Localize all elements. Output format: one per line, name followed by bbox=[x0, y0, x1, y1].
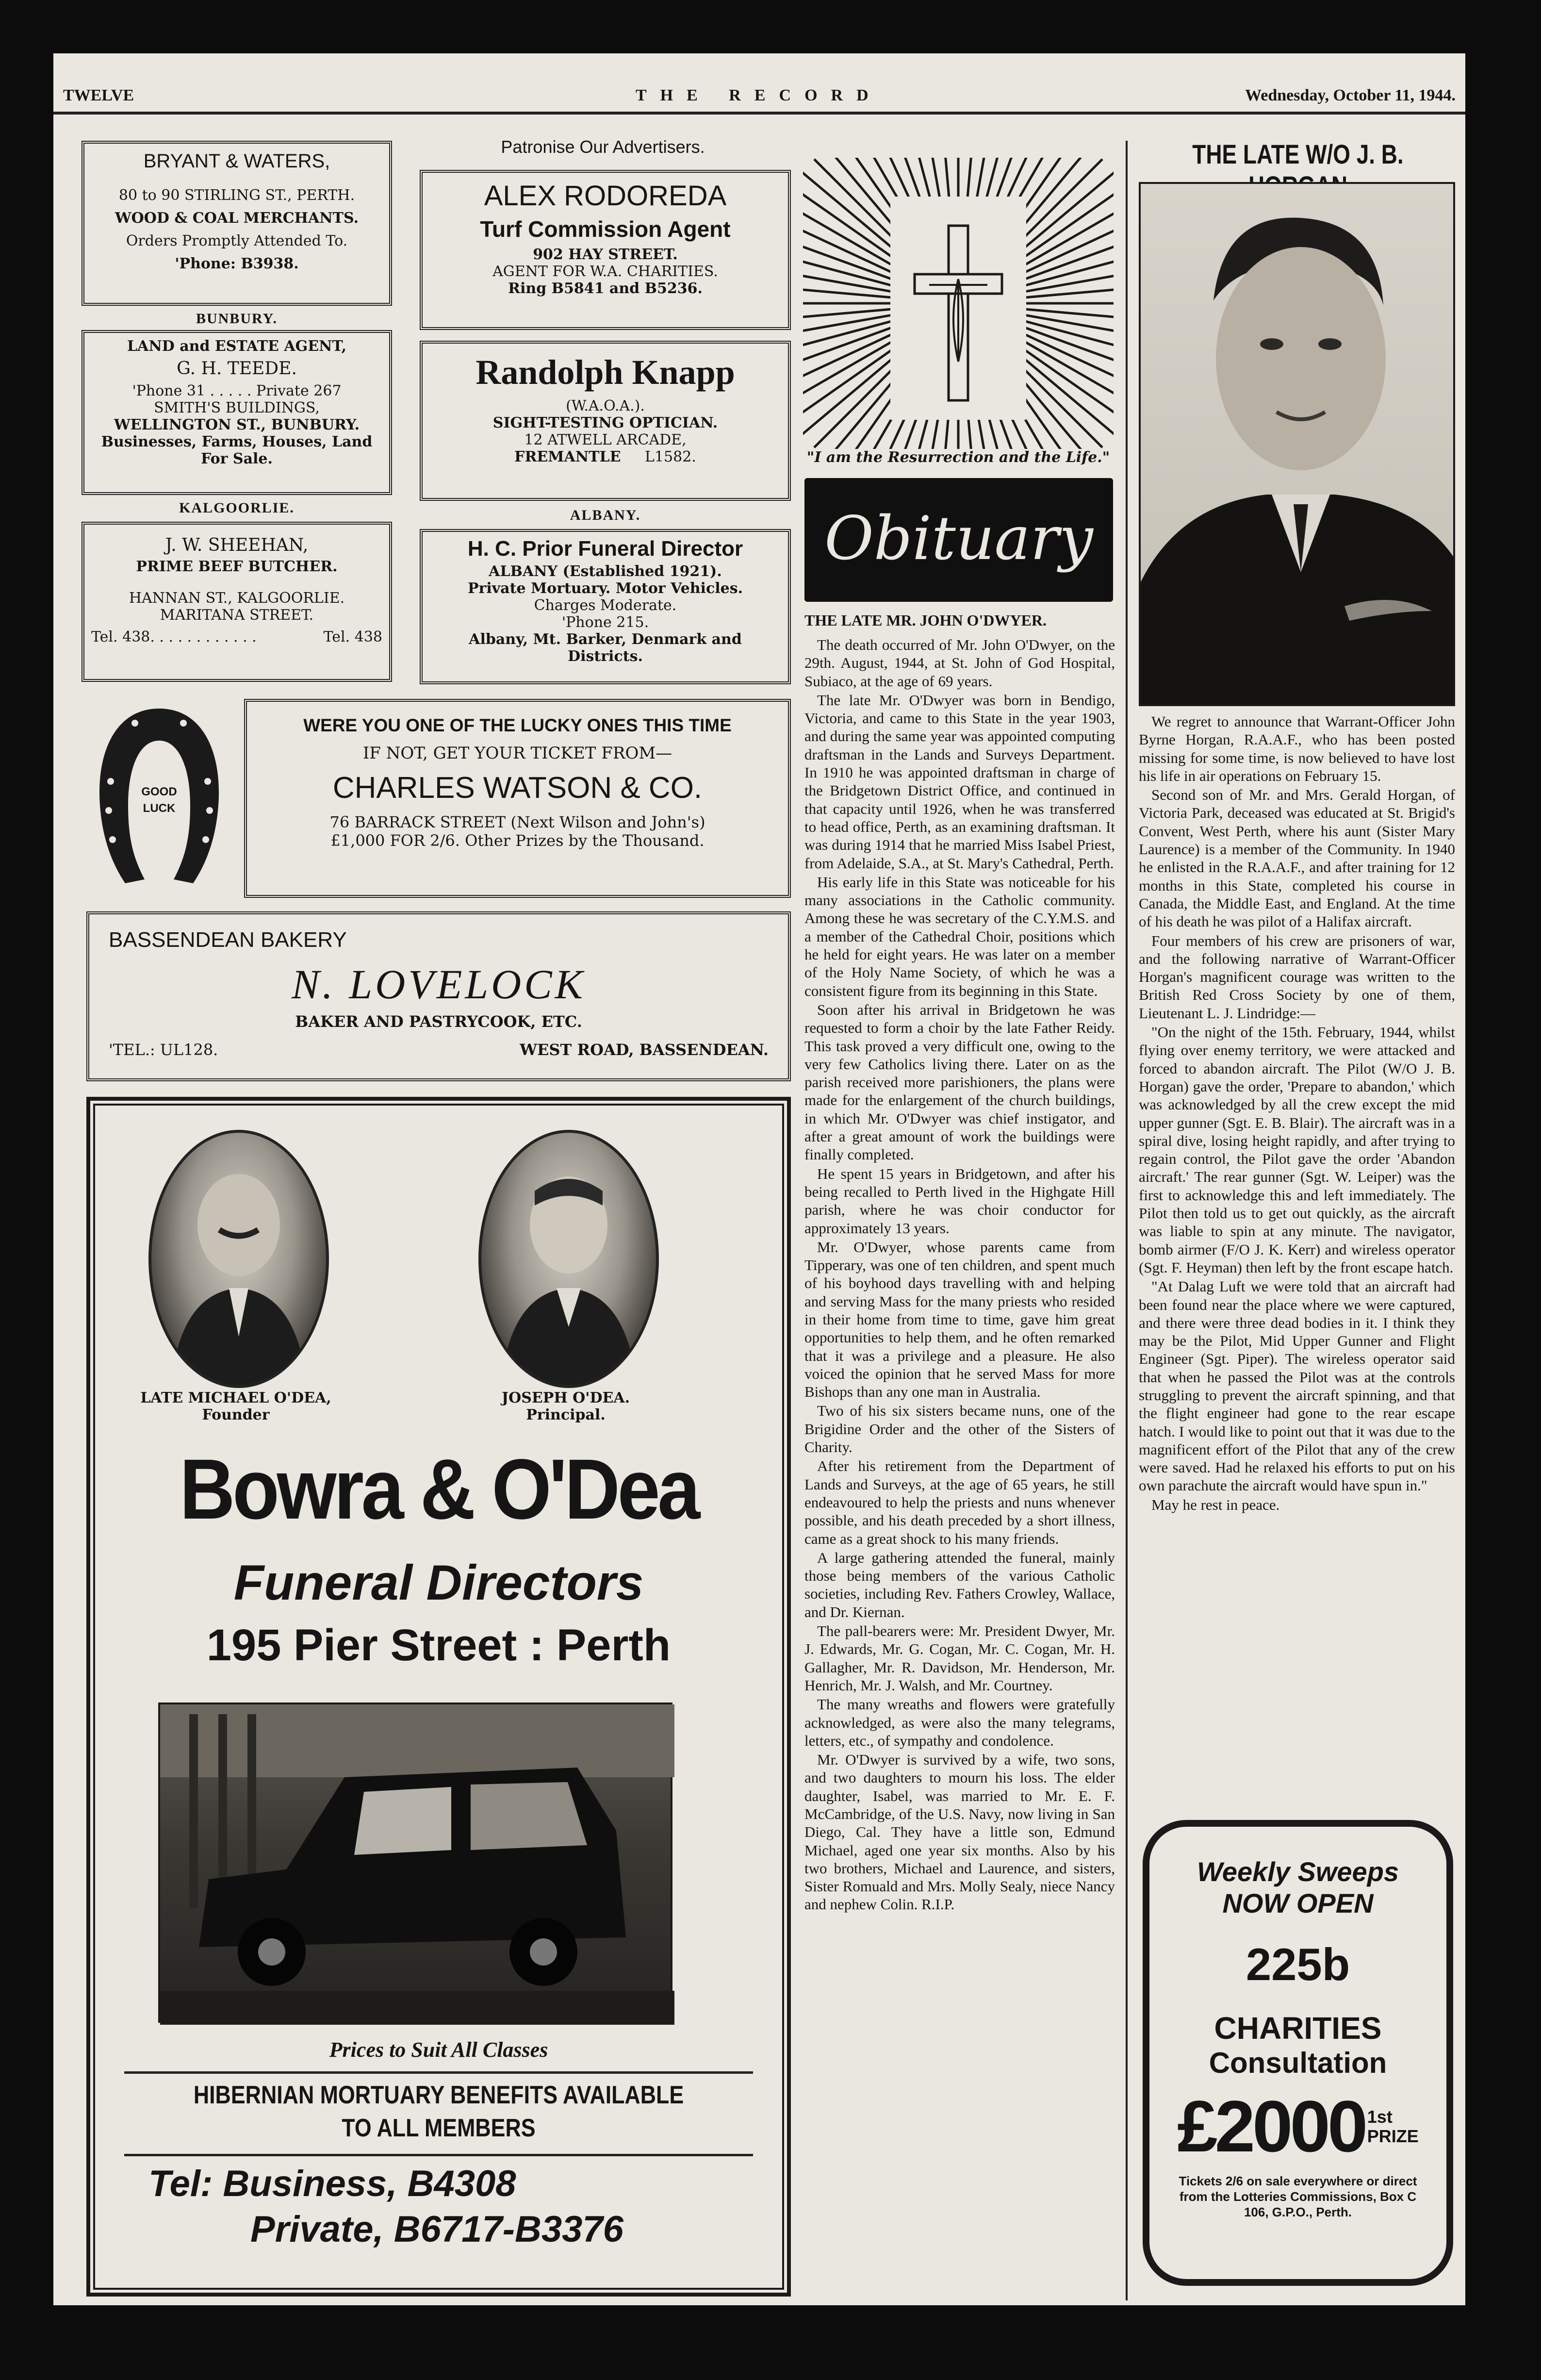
ad-rodoreda-phone: Ring B5841 and B5236. bbox=[508, 280, 703, 297]
ad-bryant-waters bbox=[82, 141, 392, 306]
bowra-hibernian bbox=[139, 2079, 738, 2145]
divider bbox=[124, 2154, 753, 2156]
caption-michael-role: Founder bbox=[202, 1406, 270, 1423]
sweeps-consultation: Consultation bbox=[1209, 2047, 1387, 2079]
ad-sheehan-tel-row bbox=[84, 628, 389, 645]
obit-odwyer-paragraph: Mr. O'Dwyer, whose parents came from Tipperary, was one of ten children, and spent much of his boyhood days travelling with and helping and serving Mass for the many priests who resided in their home from time to time, gave him great opportunities to help them, and he often remarked that it was a privilege and a pleasure. He also voiced the opinion that he served Mass for more Bishops than any one man in Australia. bbox=[804, 1238, 1115, 1401]
ad-lovelock-name: N. LOVELOCK bbox=[291, 961, 586, 1008]
ad-bryant-phone: 'Phone: B3938. bbox=[175, 255, 299, 272]
ad-prior-name: H. C. Prior Funeral Director bbox=[467, 537, 743, 561]
bowra-hibernian-line1: HIBERNIAN MORTUARY BENEFITS AVAILABLE bbox=[193, 2081, 684, 2109]
obit-odwyer-paragraph: The death occurred of Mr. John O'Dwyer, on the 29th. August, 1944, at St. John of God Hospital, Subiaco, at the age of 69 years. bbox=[804, 636, 1115, 690]
sweeps-prize-amount: £2000 bbox=[1177, 2085, 1365, 2167]
ad-prior-line: Districts. bbox=[568, 648, 643, 665]
ad-bryant-address: 80 to 90 STIRLING ST., PERTH. bbox=[118, 187, 355, 204]
caption-joseph-name: JOSEPH O'DEA. bbox=[501, 1389, 630, 1406]
caption-joseph bbox=[440, 1389, 692, 1423]
ad-lovelock bbox=[86, 911, 791, 1081]
obit-horgan-paragraph: Second son of Mr. and Mrs. Gerald Horgan, of Victoria Park, deceased was educated at St. Brigid's Convent, West Perth, where his aunt (Sister Mary Laurence) is a member of the Community. In 1940 he enlisted in the R.A.A.F., and after training for 12 months in this State, completed his course in Canada, the Middle East, and England. At the time of his death he was pilot of a Halifax aircraft. bbox=[1139, 786, 1455, 930]
ad-watson-line: IF NOT, GET YOUR TICKET FROM— bbox=[362, 744, 672, 763]
obit-odwyer-paragraph: The pall-bearers were: Mr. President Dwyer, Mr. J. Edwards, Mr. G. Cogan, Mr. C. Cogan, Mr. H. Gallagher, Mr. R. Davidson, Mr. Henderson, Mr. Henrich, Mr. J. Walsh, and Mr. Courtney. bbox=[804, 1622, 1115, 1694]
sweeps-prize-label bbox=[1367, 2107, 1419, 2146]
caption-michael-name: LATE MICHAEL O'DEA, bbox=[140, 1389, 331, 1406]
obit-odwyer-paragraph: A large gathering attended the funeral, mainly those being members of the various Catholic societies, including Rev. Fathers Crowley, Wallace, and Dr. Kiernan. bbox=[804, 1549, 1115, 1620]
ad-lovelock-bottom-row bbox=[109, 1041, 769, 1059]
ad-prior-line: Albany, Mt. Barker, Denmark and bbox=[469, 631, 742, 648]
ad-watson-address: 76 BARRACK STREET (Next Wilson and John's) bbox=[329, 813, 705, 831]
obit-odwyer-paragraph: Mr. O'Dwyer is survived by a wife, two sons, and two daughters to mourn his loss. The elder daughter, Isabel, was married to Mr. E. F. McCambridge, of the U.S. Navy, now living in San Diego, Cal. They have a little son, Edmund Michael, aged one year six months. Also by his two brothers, Michael and Laurence, and sisters, Sister Romuald and Mrs. Molly Sealy, niece Nancy and nephew Colin. R.I.P. bbox=[804, 1751, 1115, 1913]
obituary-title-banner bbox=[804, 478, 1113, 602]
ad-charles-watson bbox=[82, 699, 791, 900]
ad-prior-phone: 'Phone 215. bbox=[561, 614, 649, 631]
portrait-joseph-odea bbox=[478, 1130, 659, 1388]
obituary-title: Obituary bbox=[824, 504, 1093, 574]
ad-rodoreda-address: 902 HAY STREET. bbox=[533, 246, 678, 263]
horgan-photo bbox=[1139, 182, 1455, 706]
ad-teede-name: G. H. TEEDE. bbox=[177, 359, 297, 379]
page-header bbox=[53, 83, 1465, 115]
ad-watson-panel bbox=[244, 699, 791, 898]
ad-lovelock-line: BASSENDEAN BAKERY bbox=[109, 928, 347, 952]
masthead: THE RECORD bbox=[636, 86, 882, 104]
ad-teede-address: WELLINGTON ST., BUNBURY. bbox=[114, 416, 360, 433]
obit-odwyer-paragraph: Two of his six sisters became nuns, one of the Brigidine Order and the other of the Sisters of Charity. bbox=[804, 1402, 1115, 1456]
ad-prior-line: ALBANY (Established 1921). bbox=[489, 563, 722, 580]
page-number: TWELVE bbox=[63, 86, 134, 104]
horseshoe-text bbox=[130, 784, 188, 817]
ad-prior-line: Private Mortuary. Motor Vehicles. bbox=[467, 580, 743, 597]
ad-bryant-orders: Orders Promptly Attended To. bbox=[126, 232, 348, 249]
obit-odwyer-body bbox=[804, 636, 1115, 1915]
obit-horgan-paragraph: May he rest in peace. bbox=[1151, 1496, 1280, 1513]
ad-knapp-city: FREMANTLE bbox=[514, 448, 621, 465]
ad-knapp-phone: L1582. bbox=[645, 448, 696, 465]
ad-sheehan-name: J. W. SHEEHAN, bbox=[165, 535, 309, 555]
sweeps-prize-row bbox=[1149, 2084, 1446, 2168]
ad-knapp-trade: SIGHT-TESTING OPTICIAN. bbox=[492, 414, 718, 431]
sweeps-charities: CHARITIES bbox=[1214, 2011, 1382, 2046]
ad-sheehan-tel: Tel. 438. . . . . . . . . . . . bbox=[91, 628, 257, 645]
sweeps-prize-word: PRIZE bbox=[1367, 2126, 1419, 2146]
obit-odwyer-paragraph: Soon after his arrival in Bridgetown he was requested to form a choir by the late Father Reidy. This task proved a very difficult one, owing to the very few Catholics living there. Later on as the parish received more parishioners, the plans were made for the enlargement of the church buildings, in which Mr. O'Dwyer was chief instigator, and after a great amount of work the buildings were finally completed. bbox=[804, 1001, 1115, 1163]
bowra-prices: Prices to Suit All Classes bbox=[329, 2038, 548, 2062]
caption-joseph-role: Principal. bbox=[526, 1406, 606, 1423]
ad-rodoreda-name: ALEX RODOREDA bbox=[484, 180, 727, 212]
ad-sheehan-trade: PRIME BEEF BUTCHER. bbox=[136, 558, 338, 575]
obit-odwyer-paragraph: The many wreaths and flowers were gratefully acknowledged, as were also the many telegrams, letters, etc., of sympathy and condolence. bbox=[804, 1696, 1115, 1749]
ad-bowra-odea bbox=[86, 1097, 791, 2297]
sweeps-open: NOW OPEN bbox=[1222, 1888, 1374, 1918]
ad-lovelock-tel: 'TEL.: UL128. bbox=[109, 1041, 218, 1059]
issue-date: Wednesday, October 11, 1944. bbox=[1245, 86, 1456, 104]
obituary-quote: "I am the Resurrection and the Life." bbox=[806, 449, 1110, 466]
ad-rodoreda-agent: AGENT FOR W.A. CHARITIES. bbox=[492, 263, 718, 280]
patronise-banner: Patronise Our Advertisers. bbox=[501, 137, 705, 157]
ad-sheehan-tel: Tel. 438 bbox=[323, 628, 382, 645]
obit-odwyer-heading: THE LATE MR. JOHN O'DWYER. bbox=[804, 612, 1047, 629]
bowra-address: 195 Pier Street : Perth bbox=[206, 1620, 671, 1670]
ad-rodoreda-title: Turf Commission Agent bbox=[480, 216, 731, 242]
ad-watson-line: WERE YOU ONE OF THE LUCKY ONES THIS TIME bbox=[303, 715, 732, 735]
ad-knapp-name: Randolph Knapp bbox=[475, 353, 735, 392]
sweeps-prize-first: 1st bbox=[1367, 2106, 1393, 2127]
sweeps-tickets: Tickets 2/6 on sale everywhere or direct from the Lotteries Commissions, Box C 106, G.P.O., Perth. bbox=[1179, 2174, 1417, 2219]
ad-knapp-address: 12 ATWELL ARCADE, bbox=[524, 431, 687, 448]
obit-horgan-heading: THE LATE W/O J. B. bbox=[1192, 139, 1404, 169]
obit-horgan-paragraph: Four members of his crew are prisoners of war, and the following narrative of Warrant-Officer Horgan's magnificent courage was written to the British Red Cross Society by one of them, Lieutenant L. J. Lindridge:— bbox=[1139, 932, 1455, 1022]
newspaper-page bbox=[53, 53, 1465, 2305]
obit-odwyer-paragraph: His early life in this State was noticeable for his many associations in the Catholic community. Among these he was secretary of the C.Y.M.S. and a member of the Cathedral Choir, positions which he held for eight years. He was later on a member of the Holy Name Society, of which he was a consistent figure from its beginning in this State. bbox=[804, 873, 1115, 999]
ad-bryant-name: BRYANT & WATERS, bbox=[143, 150, 330, 172]
bowra-subtitle: Funeral Directors bbox=[233, 1555, 644, 1610]
caption-michael bbox=[110, 1389, 362, 1423]
ad-watson-prize: £1,000 FOR 2/6. Other Prizes by the Thousand. bbox=[330, 831, 705, 850]
bowra-hibernian-line2: TO ALL MEMBERS bbox=[342, 2114, 536, 2142]
obituary-cross-emblem bbox=[803, 158, 1114, 449]
ad-knapp-line: (W.A.O.A.). bbox=[566, 397, 645, 414]
ad-lovelock-trade: BAKER AND PASTRYCOOK, ETC. bbox=[295, 1012, 582, 1031]
ad-prior bbox=[420, 529, 791, 684]
ad-teede-phone: 'Phone 31 . . . . . Private 267 bbox=[132, 382, 342, 399]
ad-teede bbox=[82, 330, 392, 495]
ad-lovelock-address: WEST ROAD, BASSENDEAN. bbox=[520, 1041, 769, 1059]
bowra-tel-private: Private, B6717-B3376 bbox=[250, 2209, 623, 2250]
label-albany: ALBANY. bbox=[570, 507, 641, 523]
obit-horgan-paragraph: "At Dalag Luft we were told that an aircraft had been found near the place where we were captured, and there were three dead bodies in it. I think they may be the Pilot, Mid Upper Gunner and Flight Engineer (Sgt. Piper). The wireless operator said that when he passed the Pilot was at the controls struggling to prevent the aircraft spinning, and that the flight engineer had gone to the rear escape hatch. I would like to point out that it was due to the magnificent effort of the Pilot that any of the crew were saved. Had he relaxed his efforts to put on his own parachute the aircraft would have spun in." bbox=[1139, 1278, 1455, 1494]
obit-odwyer-paragraph: After his retirement from the Department of Lands and Surveys, at the age of 65 years, he still endeavoured to help the priests and nuns whenever possible, and his death preceded by a short illness, came as a great shock to his many friends. bbox=[804, 1457, 1115, 1547]
ad-sheehan-address: HANNAN ST., KALGOORLIE. bbox=[129, 590, 345, 607]
label-bunbury: BUNBURY. bbox=[196, 311, 278, 327]
ad-teede-line: Businesses, Farms, Houses, Land bbox=[101, 433, 373, 450]
bowra-name: Bowra & O'Dea bbox=[180, 1442, 698, 1537]
ad-teede-line: SMITH'S BUILDINGS, bbox=[154, 399, 320, 416]
ad-rodoreda bbox=[420, 170, 791, 330]
ad-teede-line: LAND and ESTATE AGENT, bbox=[127, 338, 347, 355]
horseshoe-text-luck: LUCK bbox=[143, 802, 176, 815]
sweeps-title: Weekly Sweeps bbox=[1197, 1856, 1399, 1887]
ad-knapp bbox=[420, 341, 791, 501]
ad-teede-line: For Sale. bbox=[201, 450, 273, 467]
obit-horgan-paragraph: "On the night of the 15th. February, 1944, whilst flying over enemy territory, we were attacked and forced to abandon aircraft. The Pilot (W/O J. B. Horgan) gave the order, 'Prepare to abandon,' which was acknowledged by all the crew except the mid upper gunner (Sgt. E. B. Blair). The aircraft was in a spiral dive, losing height rapidly, and after trying to regain control, the Pilot gave the order 'Abandon aircraft.' The rear gunner (Sgt. W. Leiper) was the first to acknowledge this and left immediately. The Pilot then told us to get out quickly, as the aircraft was liable to spin at any minute. The navigator, bomb airmer (F/O J. K. Kerr) and wireless operator (Sgt. F. Heyman) then left by the front escape hatch. bbox=[1139, 1024, 1455, 1276]
ad-prior-line: Charges Moderate. bbox=[534, 597, 677, 614]
hearse-photo bbox=[158, 1702, 672, 2023]
bowra-tel-business: Tel: Business, B4308 bbox=[148, 2163, 516, 2204]
divider bbox=[124, 2071, 753, 2074]
ad-knapp-phone-row bbox=[423, 448, 788, 465]
ad-watson-name: CHARLES WATSON & CO. bbox=[332, 771, 703, 805]
label-kalgoorlie: KALGOORLIE. bbox=[179, 500, 295, 516]
column-rule bbox=[1126, 141, 1128, 2300]
portrait-michael-odea bbox=[148, 1130, 329, 1388]
ad-sheehan-address: MARITANA STREET. bbox=[160, 607, 314, 624]
obit-odwyer-paragraph: The late Mr. O'Dwyer was born in Bendigo, Victoria, and came to this State in the year 1903, and during the same year was appointed computing draftsman in the Lands and Surveys Department. In 1910 he was appointed draftsman in charge of the Bridgetown District Office, and continued in that capacity until 1926, when he was transferred to head office, Perth, as an examining draftsman. It was during 1914 that he married Miss Isabel Priest, from Adelaide, S.A., at St. Mary's Cathedral, Perth. bbox=[804, 691, 1115, 872]
obit-horgan-body bbox=[1139, 712, 1455, 1515]
ad-sheehan bbox=[82, 522, 392, 682]
bowra-tel bbox=[110, 2161, 787, 2252]
obit-horgan-paragraph: We regret to announce that Warrant-Officer John Byrne Horgan, R.A.A.F., who has been posted missing for some time, is now believed to have lost his life in air operations on February 15. bbox=[1139, 713, 1455, 784]
ad-weekly-sweeps bbox=[1143, 1820, 1453, 2286]
sweeps-number: 225b bbox=[1246, 1939, 1350, 1990]
horseshoe-text-good: GOOD bbox=[141, 785, 177, 798]
ad-bryant-trade: WOOD & COAL MERCHANTS. bbox=[115, 210, 359, 227]
obit-odwyer-paragraph: He spent 15 years in Bridgetown, and after his being recalled to Perth lived in the Highgate Hill parish, where he was choir conductor for approximately 13 years. bbox=[804, 1165, 1115, 1237]
